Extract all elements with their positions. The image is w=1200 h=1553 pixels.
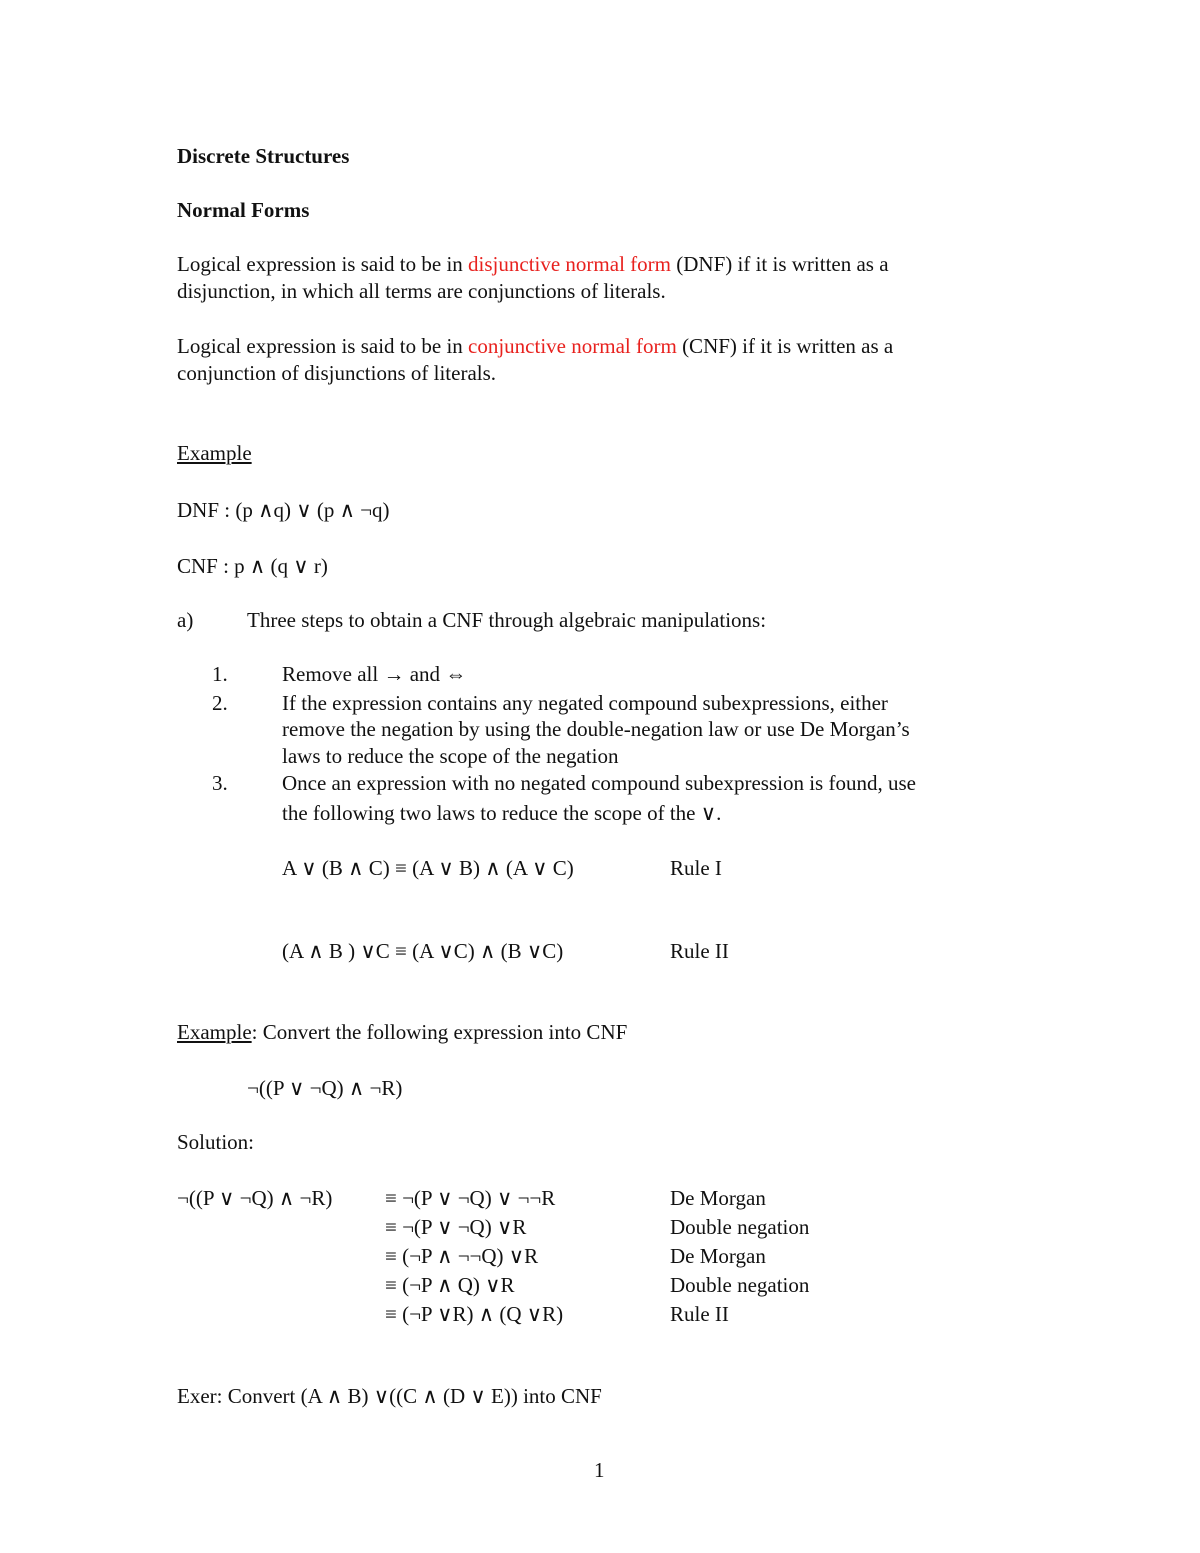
cnf-definition-line2: conjunction of disjunctions of literals. (177, 361, 497, 385)
dnf-example: DNF : (p ∧q) ∨ (p ∧ ¬q) (177, 498, 390, 522)
step-text: laws to reduce the scope of the negation (282, 744, 619, 768)
solution-step-expr: ≡ ¬(P ∨ ¬Q) ∨ ¬¬R (385, 1186, 556, 1210)
rule-formula: A ∨ (B ∧ C) ≡ (A ∨ B) ∧ (A ∨ C) (282, 856, 574, 880)
cnf-example: CNF : p ∧ (q ∨ r) (177, 554, 328, 578)
solution-step-expr: ≡ (¬P ∨R) ∧ (Q ∨R) (385, 1302, 564, 1326)
section-heading: Normal Forms (177, 198, 310, 222)
solution-step-expr: ≡ (¬P ∧ ¬¬Q) ∨R (385, 1244, 539, 1268)
rule-name: Rule I (670, 856, 722, 880)
solution-step-law: Double negation (670, 1273, 810, 1297)
step-number: 2. (212, 691, 228, 715)
dnf-term: disjunctive normal form (468, 252, 671, 276)
solution-step-expr: ≡ ¬(P ∨ ¬Q) ∨R (385, 1215, 527, 1239)
example2-text: : Convert the following expression into CNF (251, 1020, 628, 1044)
step-text: Remove all → and ⇔ (282, 662, 467, 686)
example2-label: Example (177, 1020, 252, 1044)
step-text: Once an expression with no negated compound subexpression is found, use (282, 771, 916, 795)
step-number: 1. (212, 662, 228, 686)
rule-formula: (A ∧ B ) ∨C ≡ (A ∨C) ∧ (B ∨C) (282, 939, 564, 963)
cnf-definition-line1 (177, 333, 893, 359)
dnf-definition-line1 (177, 251, 889, 277)
dnf-definition-pre: Logical expression is said to be in (177, 252, 469, 276)
solution-step-law: De Morgan (670, 1186, 766, 1210)
example-heading: Example (177, 441, 252, 465)
solution-step-law: Double negation (670, 1215, 810, 1239)
solution-label: Solution: (177, 1130, 255, 1154)
solution-step-law: Rule II (670, 1302, 729, 1326)
cnf-definition-pre: Logical expression is said to be in (177, 334, 469, 358)
step-text: the following two laws to reduce the scope of the ∨. (282, 801, 722, 825)
document-title: Discrete Structures (177, 144, 350, 168)
rule-name: Rule II (670, 939, 729, 963)
cnf-definition-post: (CNF) if it is written as a (676, 334, 894, 358)
page-number: 1 (594, 1458, 605, 1482)
exercise: Exer: Convert (A ∧ B) ∨((C ∧ (D ∨ E)) into CNF (177, 1384, 602, 1408)
step-text: If the expression contains any negated compound subexpressions, either (282, 691, 888, 715)
step-text: remove the negation by using the double-negation law or use De Morgan’s (282, 717, 910, 741)
dnf-definition-post: (DNF) if it is written as a (671, 252, 889, 276)
example2-expression: ¬((P ∨ ¬Q) ∧ ¬R) (247, 1076, 403, 1100)
dnf-definition-line2: disjunction, in which all terms are conjunctions of literals. (177, 279, 666, 303)
part-a-text: Three steps to obtain a CNF through algebraic manipulations: (247, 608, 767, 632)
solution-lhs: ¬((P ∨ ¬Q) ∧ ¬R) (177, 1186, 333, 1210)
example2-line (177, 1019, 627, 1045)
cnf-term: conjunctive normal form (468, 334, 677, 358)
solution-step-expr: ≡ (¬P ∧ Q) ∨R (385, 1273, 515, 1297)
step-number: 3. (212, 771, 228, 795)
solution-step-law: De Morgan (670, 1244, 766, 1268)
part-a-marker: a) (177, 608, 194, 632)
